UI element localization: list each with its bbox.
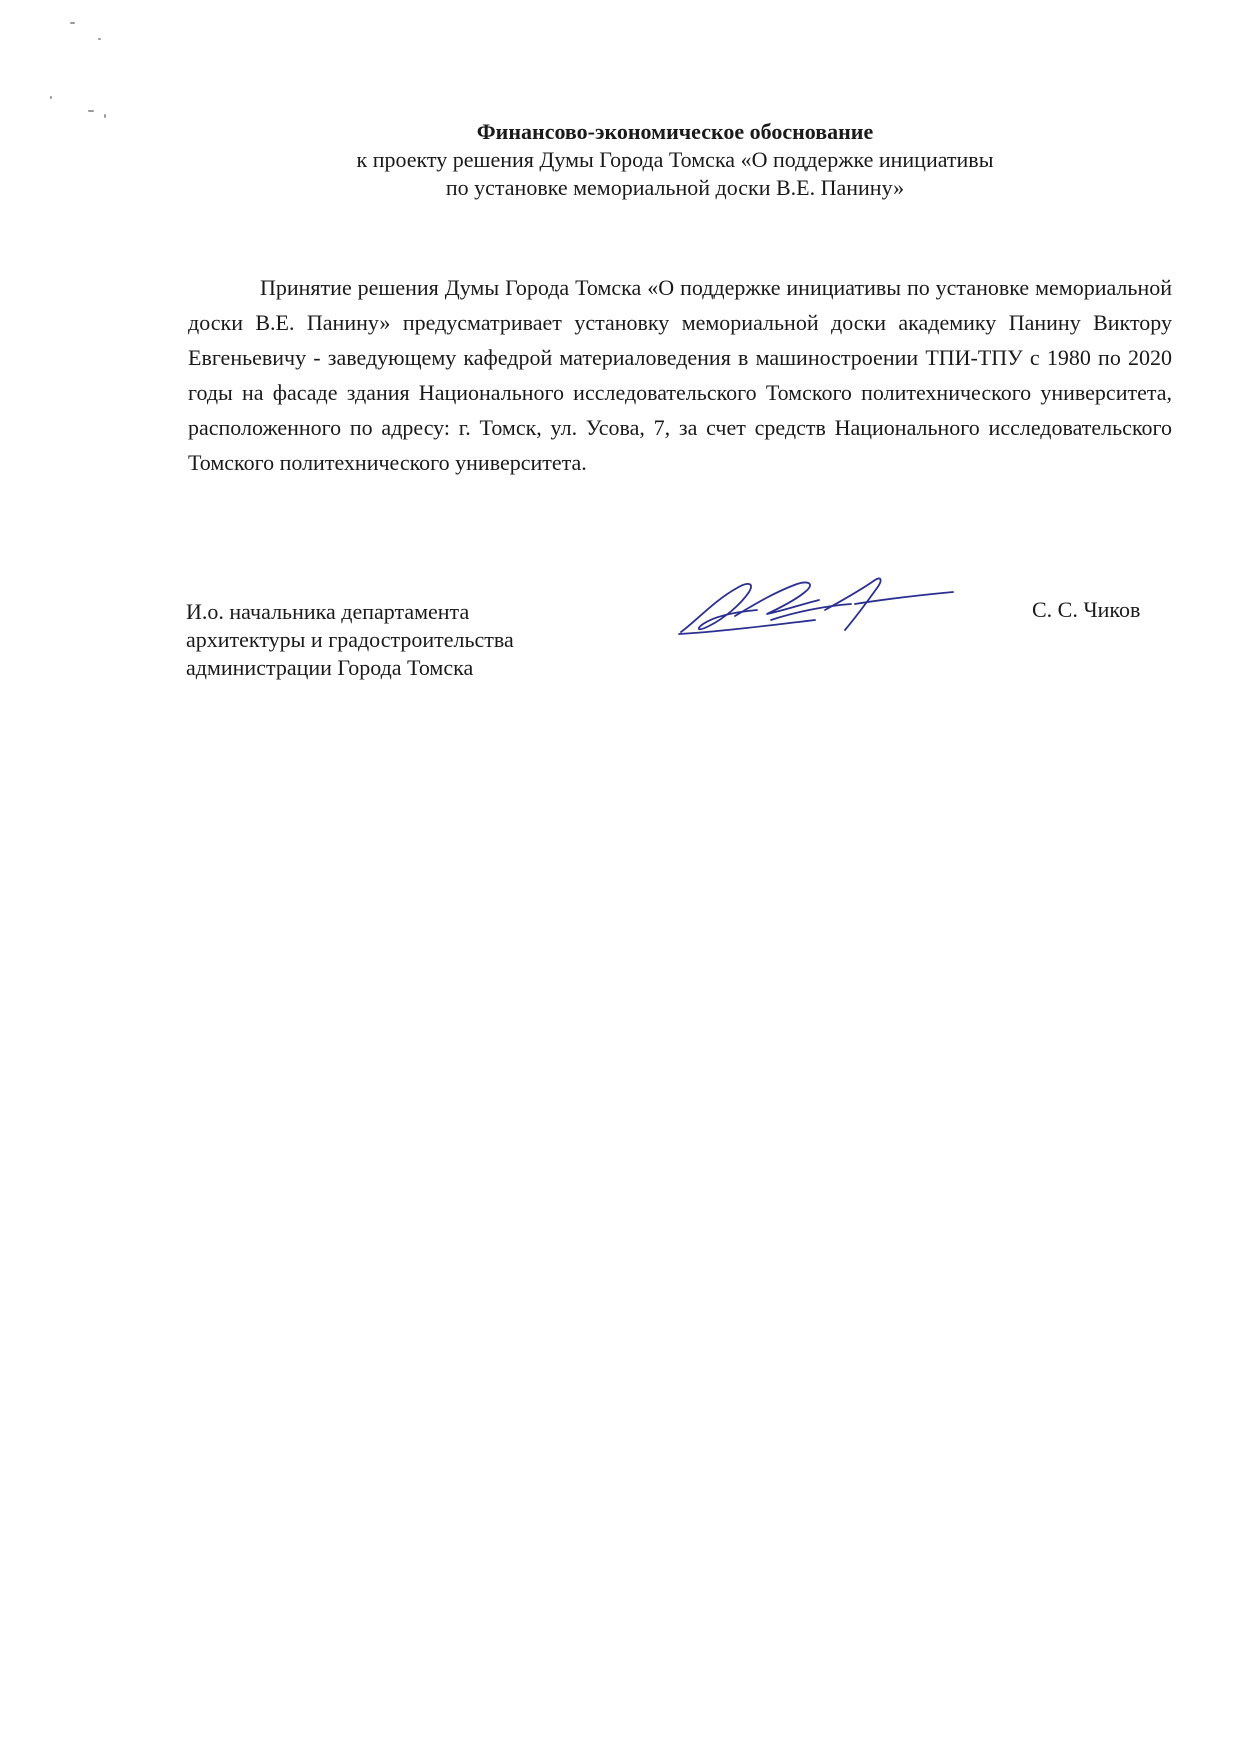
scan-speck xyxy=(50,96,52,99)
signature-icon xyxy=(675,570,965,640)
scan-speck xyxy=(98,38,101,40)
scan-speck xyxy=(88,110,94,112)
signer-title-line-2: архитектуры и градостроительства xyxy=(186,627,514,652)
signer-name: С. С. Чиков xyxy=(1032,597,1141,622)
signer-title-line-3: администрации Города Томска xyxy=(186,655,474,680)
body-paragraph: Принятие решения Думы Города Томска «О поддержке инициативы по установке мемориальной доски В.Е. Панину» предусматривает установку мемориальной доски академику Панину Виктору Евгеньевичу - заведующему кафедрой материаловедения в машиностроении ТПИ-ТПУ с 1980 по 2020 годы на фасаде здания Национального исследовательского Томского политехнического университета, расположенного по адресу: г. Томск, ул. Усова, 7, за счет средств Национального исследовательского Томского политехнического университета. xyxy=(188,275,1172,475)
document-subtitle-line-2: по установке мемориальной доски В.Е. Панину» xyxy=(445,175,905,200)
document-title: Финансово-экономическое обоснование xyxy=(476,119,874,144)
document-subtitle-line-1: к проекту решения Думы Города Томска «О поддержке инициативы xyxy=(356,147,994,172)
signer-title-line-1: И.о. начальника департамента xyxy=(186,599,470,624)
document-header xyxy=(0,118,1240,202)
scan-speck xyxy=(70,22,75,24)
signer-title xyxy=(186,598,606,682)
